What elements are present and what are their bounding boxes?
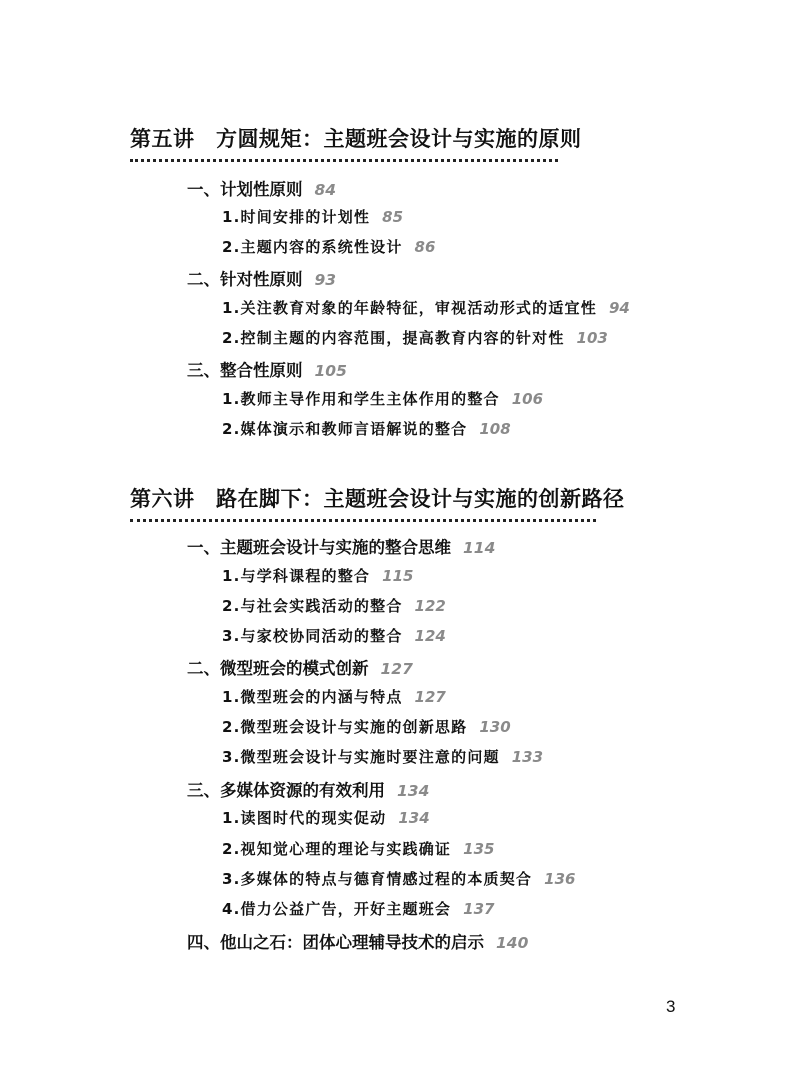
toc-entry[interactable] <box>222 838 494 859</box>
entry-text: 三、整合性原则 <box>187 361 303 380</box>
toc-entry[interactable] <box>222 236 435 257</box>
toc-entry[interactable] <box>187 655 413 679</box>
toc-entry[interactable] <box>222 868 575 889</box>
entry-text: 二、微型班会的模式创新 <box>187 659 369 678</box>
page-number: 127 <box>414 688 446 706</box>
page-folio: 3 <box>666 997 676 1016</box>
chapter-5 <box>130 123 582 166</box>
toc-entry[interactable] <box>222 686 446 707</box>
entry-text: 三、多媒体资源的有效利用 <box>187 781 385 800</box>
toc-entry[interactable] <box>187 777 429 801</box>
toc-entry[interactable] <box>187 929 528 953</box>
entry-text: 2.媒体演示和教师言语解说的整合 <box>222 420 468 438</box>
page-number: 137 <box>463 900 495 918</box>
page-number: 134 <box>397 782 430 800</box>
page-number: 85 <box>382 208 404 226</box>
entry-text: 2.主题内容的系统性设计 <box>222 238 403 256</box>
page-number: 86 <box>414 238 436 256</box>
entry-text: 1.关注教育对象的年龄特征，审视活动形式的适宜性 <box>222 299 597 317</box>
entry-text: 一、计划性原则 <box>187 180 303 199</box>
entry-text: 3.与家校协同活动的整合 <box>222 627 403 645</box>
toc-entry[interactable] <box>222 388 543 409</box>
page-number: 103 <box>576 329 608 347</box>
toc-entry[interactable] <box>222 716 511 737</box>
dotted-rule <box>130 519 596 526</box>
dotted-rule <box>130 159 558 166</box>
toc-entry[interactable] <box>222 297 630 318</box>
toc-entry[interactable] <box>187 357 347 381</box>
page-number: 93 <box>314 271 337 289</box>
page-number: 114 <box>463 539 496 557</box>
toc-entry[interactable] <box>222 327 608 348</box>
entry-text: 2.视知觉心理的理论与实践确证 <box>222 840 452 858</box>
page-number: 94 <box>608 299 630 317</box>
toc-entry[interactable] <box>222 625 446 646</box>
page-number: 106 <box>511 390 544 408</box>
page-number: 127 <box>380 660 413 678</box>
entry-text: 2.与社会实践活动的整合 <box>222 597 403 615</box>
page-number: 136 <box>544 870 576 888</box>
page-number: 130 <box>479 718 511 736</box>
page-number: 133 <box>511 748 544 766</box>
entry-text: 1.与学科课程的整合 <box>222 567 371 585</box>
chapter-6 <box>130 483 625 526</box>
chapter-title: 第六讲 路在脚下：主题班会设计与实施的创新路径 <box>130 487 625 511</box>
page-number: 108 <box>479 420 511 438</box>
toc-entry[interactable] <box>222 206 403 227</box>
entry-text: 1.微型班会的内涵与特点 <box>222 688 403 706</box>
toc-entry[interactable] <box>222 565 413 586</box>
entry-text: 2.控制主题的内容范围，提高教育内容的针对性 <box>222 329 565 347</box>
entry-text: 四、他山之石：团体心理辅导技术的启示 <box>187 933 484 952</box>
entry-text: 4.借力公益广告，开好主题班会 <box>222 900 452 918</box>
page-number: 84 <box>314 181 337 199</box>
toc-entry[interactable] <box>187 534 495 558</box>
chapter-title: 第五讲 方圆规矩：主题班会设计与实施的原则 <box>130 127 582 151</box>
entry-text: 2.微型班会设计与实施的创新思路 <box>222 718 468 736</box>
toc-entry[interactable] <box>222 807 430 828</box>
toc-entry[interactable] <box>222 898 494 919</box>
toc-entry[interactable] <box>222 746 543 767</box>
page-number: 124 <box>414 627 446 645</box>
toc-entry[interactable] <box>187 266 336 290</box>
entry-text: 1.时间安排的计划性 <box>222 208 371 226</box>
toc-entry[interactable] <box>222 595 446 616</box>
toc-entry[interactable] <box>222 418 511 439</box>
page-number: 122 <box>414 597 446 615</box>
page-number: 140 <box>496 934 529 952</box>
entry-text: 3.微型班会设计与实施时要注意的问题 <box>222 748 500 766</box>
page-number: 105 <box>314 362 347 380</box>
entry-text: 1.读图时代的现实促动 <box>222 809 387 827</box>
entry-text: 3.多媒体的特点与德育情感过程的本质契合 <box>222 870 533 888</box>
entry-text: 一、主题班会设计与实施的整合思维 <box>187 538 451 557</box>
page-number: 134 <box>398 809 430 827</box>
entry-text: 1.教师主导作用和学生主体作用的整合 <box>222 390 500 408</box>
toc-entry[interactable] <box>187 176 336 200</box>
page-number: 135 <box>463 840 495 858</box>
page-number: 115 <box>382 567 414 585</box>
entry-text: 二、针对性原则 <box>187 270 303 289</box>
